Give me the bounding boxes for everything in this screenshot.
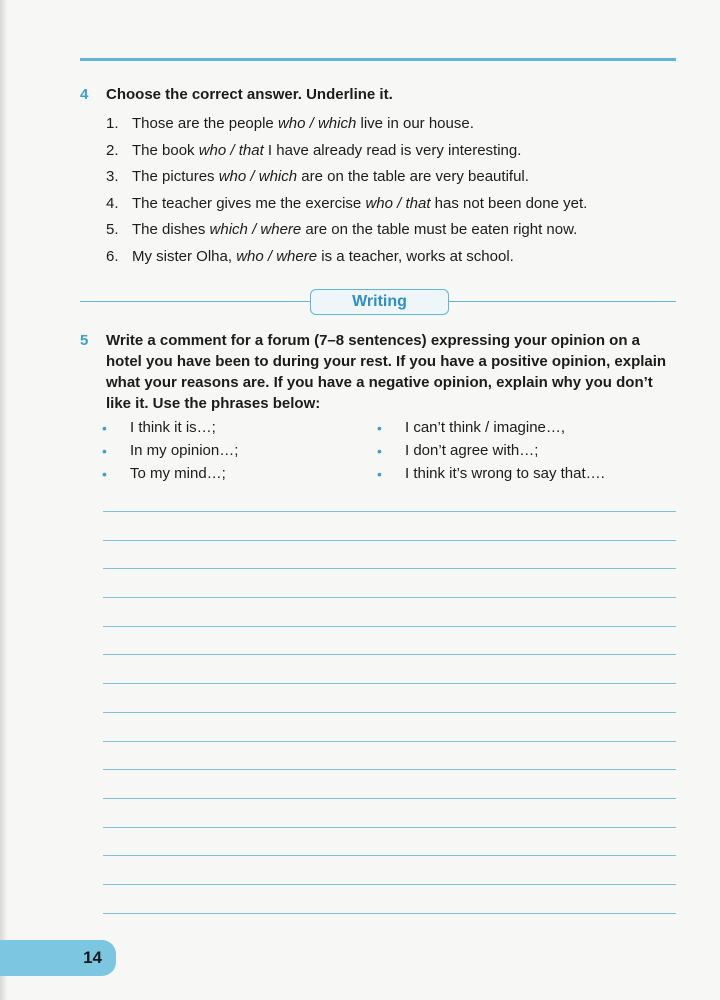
task-5-title: Write a comment for a forum (7–8 sentences) expressing your opinion on a hotel you have been to during your rest. If you have a positive opinion, explain what your reasons are. If you have a negative opinion, explain why you don’t like it. Use the phrases below:	[106, 332, 667, 412]
writing-line[interactable]	[103, 597, 676, 598]
section-divider-writing	[80, 288, 676, 316]
phrase-list	[102, 419, 676, 483]
phrase-text: To my mind…;	[130, 465, 226, 482]
item-text: The teacher gives me the exercise who / that has not been done yet.	[132, 194, 588, 212]
item-text: The dishes which / where are on the table must be eaten right now.	[132, 221, 578, 238]
page-number-tab	[0, 940, 116, 976]
writing-line[interactable]	[103, 741, 676, 742]
phrase-item	[102, 419, 377, 437]
bullet-icon: •	[102, 420, 107, 436]
writing-line[interactable]	[103, 540, 676, 541]
answer-options[interactable]: who / which	[218, 168, 298, 185]
bullet-icon: •	[102, 443, 107, 459]
writing-line[interactable]	[103, 511, 676, 512]
item-number: 2.	[106, 141, 119, 159]
writing-line[interactable]	[103, 798, 676, 799]
list-item	[106, 248, 676, 266]
phrase-text: I can’t think / imagine…,	[405, 419, 566, 436]
page-number: 14	[83, 948, 102, 967]
task-4-heading	[80, 84, 676, 105]
phrase-item	[102, 442, 377, 460]
task-4	[80, 84, 676, 274]
answer-options[interactable]: who / that	[365, 194, 431, 212]
section-title-writing: Writing	[310, 289, 449, 315]
writing-line[interactable]	[103, 712, 676, 713]
phrase-item	[102, 465, 377, 483]
writing-line[interactable]	[103, 769, 676, 770]
phrase-item	[377, 419, 652, 437]
phrase-text: I think it’s wrong to say that….	[405, 465, 605, 482]
answer-options[interactable]: who / that	[198, 141, 264, 159]
answer-options[interactable]: which / where	[209, 221, 302, 238]
phrase-item	[377, 442, 652, 460]
bullet-icon: •	[377, 420, 382, 436]
item-text: Those are the people who / which live in our house.	[132, 115, 474, 132]
task-5-number: 5	[80, 332, 89, 349]
bullet-icon: •	[102, 466, 107, 482]
writing-line[interactable]	[103, 884, 676, 885]
item-number: 1.	[106, 115, 119, 132]
writing-line[interactable]	[103, 654, 676, 655]
answer-options[interactable]: who / which	[277, 115, 357, 132]
writing-line[interactable]	[103, 855, 676, 856]
list-item	[106, 115, 676, 133]
top-rule	[80, 58, 676, 61]
task-5	[80, 330, 676, 483]
task-4-number: 4	[80, 86, 89, 103]
item-number: 4.	[106, 194, 119, 212]
phrase-text: I think it is…;	[130, 419, 216, 436]
page-gutter-shadow	[0, 0, 8, 1000]
list-item	[106, 142, 676, 160]
phrase-item	[377, 465, 652, 483]
item-text: My sister Olha, who / where is a teacher, works at school.	[132, 247, 514, 265]
writing-area[interactable]	[103, 511, 676, 941]
bullet-icon: •	[377, 466, 382, 482]
item-number: 3.	[106, 168, 119, 185]
phrase-text: I don’t agree with…;	[405, 442, 539, 459]
phrase-text: In my opinion…;	[130, 442, 239, 459]
task-4-title: Choose the correct answer. Underline it.	[106, 86, 393, 103]
item-text: The book who / that I have already read is very interesting.	[132, 141, 522, 159]
writing-line[interactable]	[103, 683, 676, 684]
writing-line[interactable]	[103, 913, 676, 914]
writing-line[interactable]	[103, 568, 676, 569]
answer-options[interactable]: who / where	[236, 247, 318, 265]
writing-line[interactable]	[103, 827, 676, 828]
item-number: 5.	[106, 221, 119, 238]
bullet-icon: •	[377, 443, 382, 459]
item-text: The pictures who / which are on the table are very beautiful.	[132, 168, 529, 185]
item-number: 6.	[106, 247, 119, 265]
list-item	[106, 168, 676, 186]
task-4-items	[106, 115, 676, 266]
task-5-heading	[80, 330, 676, 414]
list-item	[106, 195, 676, 213]
writing-line[interactable]	[103, 626, 676, 627]
list-item	[106, 221, 676, 239]
